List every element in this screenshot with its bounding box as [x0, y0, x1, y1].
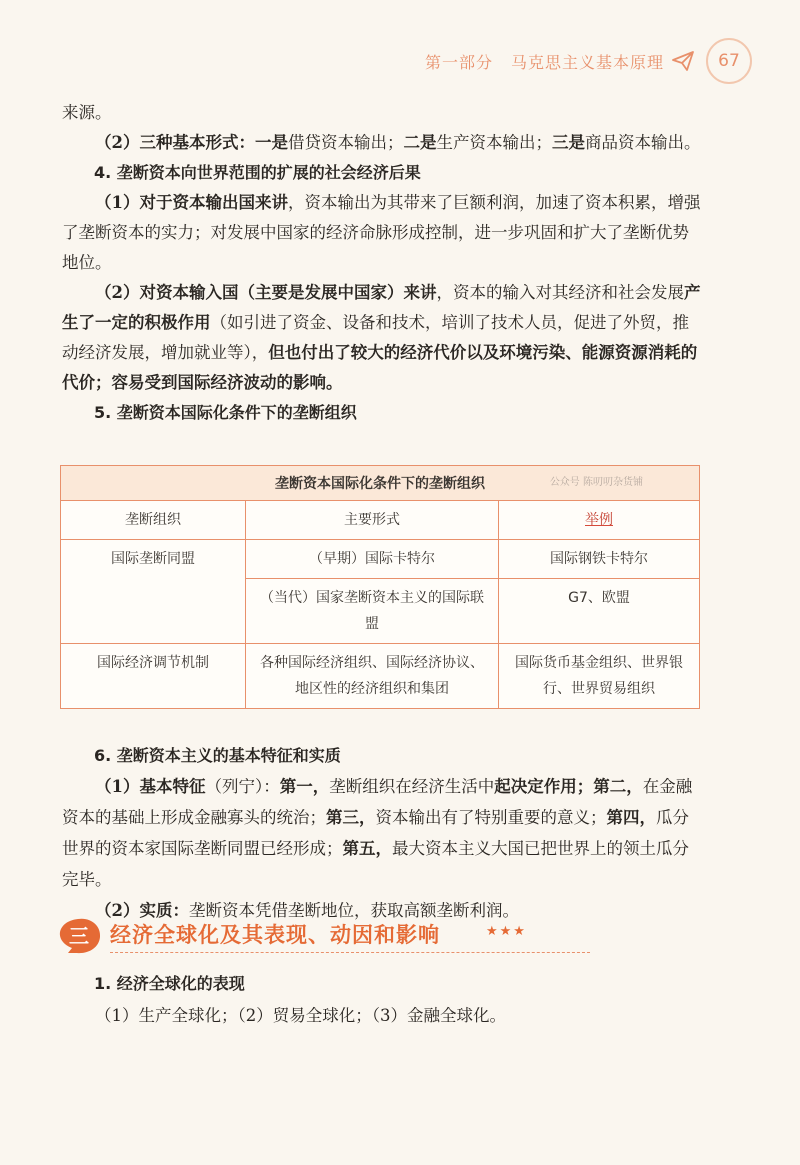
paragraph-essence: （2）实质：垄断资本凭借垄断地位，获取高额垄断利润。	[95, 901, 519, 920]
lower-body	[62, 740, 702, 926]
upper-body	[62, 98, 702, 428]
table-row	[61, 540, 700, 579]
table-caption: 垄断资本国际化条件下的垄断组织 公众号 陈叨叨杂货铺	[61, 466, 700, 501]
monopoly-table	[60, 465, 700, 709]
cell-form-1b: （当代）国家垄断资本主义的国际联盟	[246, 579, 499, 644]
col-header-form: 主要形式	[246, 501, 499, 540]
section-underline	[110, 952, 590, 953]
paragraph-exporting: （1）对于资本输出国来讲，资本输出为其带来了巨额利润，加速了资本积累，增强了垄断资本的实力；对发展中国家的经济命脉形成控制，进一步巩固和扩大了垄断优势地位。	[62, 193, 701, 272]
bottom-body	[62, 968, 702, 1032]
table-header-row	[61, 501, 700, 540]
heading-section-4: 4. 垄断资本向世界范围的扩展的社会经济后果	[94, 163, 421, 182]
cell-org-2: 国际经济调节机制	[61, 644, 246, 709]
section-number-badge-icon	[58, 917, 102, 955]
col-header-example: 举例	[499, 501, 700, 540]
heading-section-5: 5. 垄断资本国际化条件下的垄断组织	[94, 403, 357, 422]
cell-example-2: 国际货币基金组织、世界银行、世界贸易组织	[499, 644, 700, 709]
heading-section-6: 6. 垄断资本主义的基本特征和实质	[94, 746, 341, 765]
section-three-header	[58, 915, 698, 955]
paragraph-forms: （2）三种基本形式：一是借贷资本输出；二是生产资本输出；三是商品资本输出。	[95, 133, 701, 152]
watermark: 公众号 陈叨叨杂货铺	[549, 477, 643, 488]
continued-line: 来源。	[62, 103, 112, 122]
cell-example-1b: G7、欧盟	[499, 579, 700, 644]
paper-plane-icon	[672, 51, 694, 71]
paragraph-globalization: （1）生产全球化；（2）贸易全球化；（3）金融全球化。	[95, 1006, 506, 1025]
part-label: 第一部分	[424, 52, 493, 72]
importance-stars: ★★★	[486, 924, 527, 939]
paragraph-importing: （2）对资本输入国（主要是发展中国家）来讲，资本的输入对其经济和社会发展产生了一定的积极作用（如引进了资金、设备和技术，培训了技术人员，促进了外贸，推动经济发展，增加就业等），但也付出了较大的经济代价以及环境污染、能源资源消耗的代价；容易受到国际经济波动的影响。	[62, 283, 701, 392]
table-row	[61, 644, 700, 709]
page-header	[425, 38, 752, 84]
cell-example-1a: 国际钢铁卡特尔	[499, 540, 700, 579]
paragraph-features: （1）基本特征（列宁）：第一，垄断组织在经济生活中起决定作用；第二，在金融资本的基础上形成金融寡头的统治；第三，资本输出有了特别重要的意义；第四，瓜分世界的资本家国际垄断同盟已经形成；第五，最大资本主义大国已把世界上的领土瓜分完毕。	[62, 777, 693, 889]
section-three-title: 经济全球化及其表现、动因和影响	[110, 923, 440, 947]
cell-org-1: 国际垄断同盟	[61, 540, 246, 644]
heading-globalization: 1. 经济全球化的表现	[94, 974, 245, 993]
chapter-subtitle: 马克思主义基本原理	[510, 52, 664, 72]
section-number: 三	[69, 924, 89, 948]
page-number: 67	[706, 38, 752, 84]
col-header-org: 垄断组织	[61, 501, 246, 540]
cell-form-2: 各种国际经济组织、国际经济协议、地区性的经济组织和集团	[246, 644, 499, 709]
cell-form-1a: （早期）国际卡特尔	[246, 540, 499, 579]
